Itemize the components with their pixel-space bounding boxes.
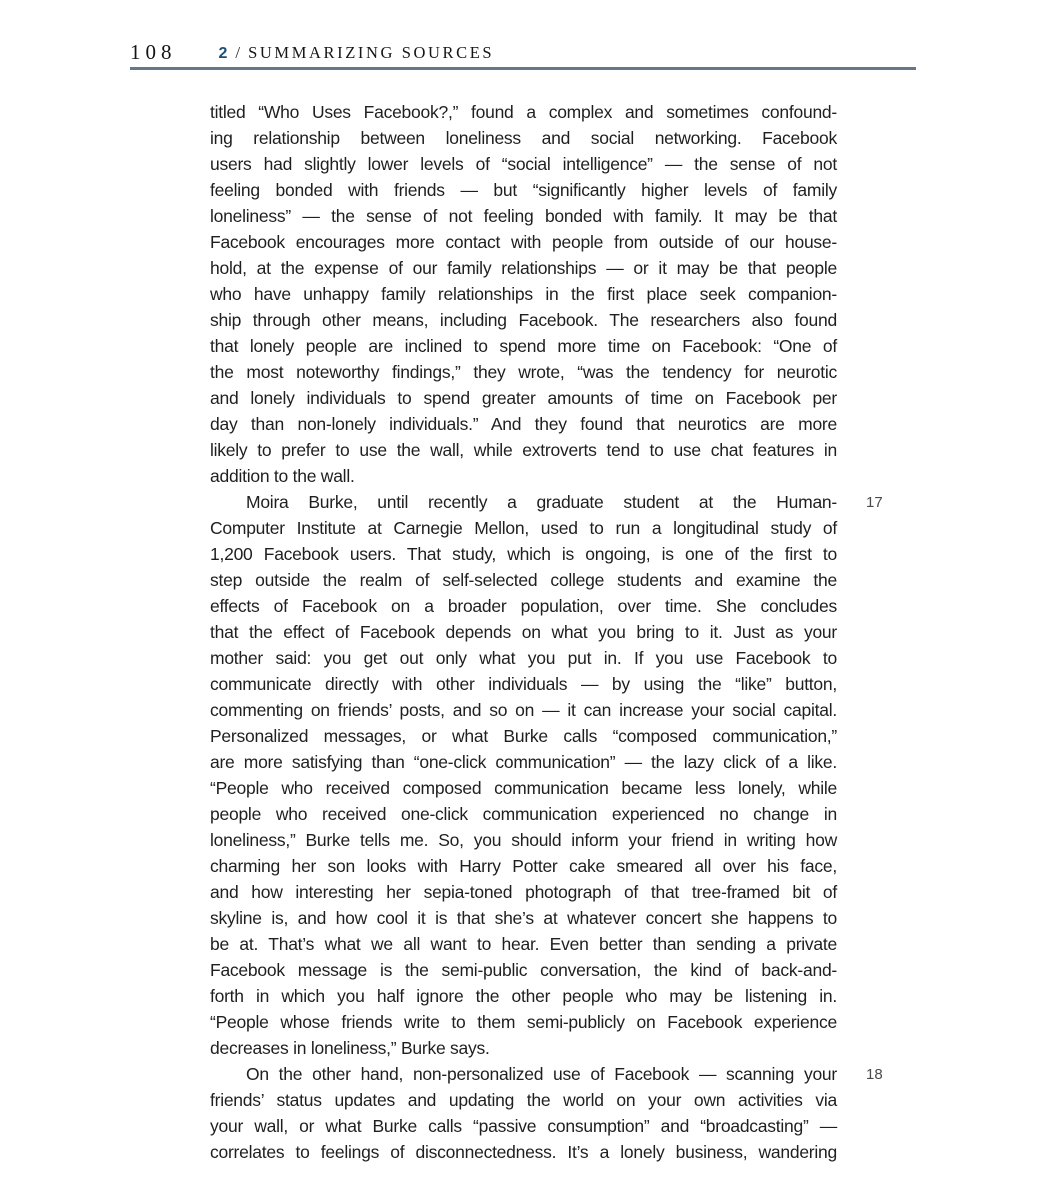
text-line: day than non-lonely individuals.” And they found that neurotics are more — [210, 414, 837, 434]
text-line: “People who received composed communication became less lonely, while — [210, 778, 837, 798]
text-line: correlates to feelings of disconnectedness. It’s a lonely business, wandering — [210, 1142, 837, 1162]
text-line: Facebook message is the semi-public conversation, the kind of back-and- — [210, 960, 837, 980]
text-line: who have unhappy family relationships in the first place seek companion- — [210, 284, 837, 304]
chapter-number: 2 — [218, 45, 228, 62]
header-rule — [130, 67, 916, 70]
text-line: loneliness” — the sense of not feeling bonded with family. It may be that — [210, 206, 837, 226]
text-line: Personalized messages, or what Burke calls “composed communication,” — [210, 726, 837, 746]
text-line: that the effect of Facebook depends on what you bring to it. Just as your — [210, 622, 837, 642]
text-line: and how interesting her sepia-toned photograph of that tree-framed bit of — [210, 882, 837, 902]
text-line: hold, at the expense of our family relationships — or it may be that people — [210, 258, 837, 278]
text-line: forth in which you half ignore the other people who may be listening in. — [210, 986, 837, 1006]
paragraph — [210, 99, 837, 489]
text-line: are more satisfying than “one-click communication” — the lazy click of a like. — [210, 752, 837, 772]
text-line: 1,200 Facebook users. That study, which is ongoing, is one of the first to — [210, 544, 837, 564]
text-line: loneliness,” Burke tells me. So, you should inform your friend in writing how — [210, 830, 837, 850]
text-line: decreases in loneliness,” Burke says. — [210, 1038, 490, 1058]
text-line: feeling bonded with friends — but “significantly higher levels of family — [210, 180, 837, 200]
text-line: step outside the realm of self-selected college students and examine the — [210, 570, 837, 590]
text-line: and lonely individuals to spend greater amounts of time on Facebook per — [210, 388, 837, 408]
text-line: commenting on friends’ posts, and so on — it can increase your social capital. — [210, 700, 837, 720]
chapter-title: SUMMARIZING SOURCES — [248, 43, 495, 62]
text-line: ing relationship between loneliness and social networking. Facebook — [210, 128, 837, 148]
paragraph — [210, 1061, 883, 1165]
paragraph — [210, 489, 883, 1061]
text-line: Moira Burke, until recently a graduate student at the Human- — [246, 492, 837, 512]
text-line: mother said: you get out only what you put in. If you use Facebook to — [210, 648, 837, 668]
text-line: users had slightly lower levels of “social intelligence” — the sense of not — [210, 154, 837, 174]
text-line: ship through other means, including Facebook. The researchers also found — [210, 310, 837, 330]
text-line: Computer Institute at Carnegie Mellon, used to run a longitudinal study of — [210, 518, 837, 538]
text-line: be at. That’s what we all want to hear. Even better than sending a private — [210, 934, 837, 954]
text-line: people who received one-click communication experienced no change in — [210, 804, 837, 824]
text-line: that lonely people are inclined to spend more time on Facebook: “One of — [210, 336, 837, 356]
text-line: “People whose friends write to them semi-publicly on Facebook experience — [210, 1012, 837, 1032]
text-line: charming her son looks with Harry Potter cake smeared all over his face, — [210, 856, 837, 876]
text-line: Facebook encourages more contact with people from outside of our house- — [210, 232, 837, 252]
text-line: your wall, or what Burke calls “passive consumption” and “broadcasting” — — [210, 1116, 837, 1136]
page-number: 108 — [130, 40, 177, 64]
running-head — [130, 40, 916, 65]
text-line: On the other hand, non-personalized use of Facebook — scanning your — [246, 1064, 837, 1084]
text-line: communicate directly with other individuals — by using the “like” button, — [210, 674, 837, 694]
text-line: titled “Who Uses Facebook?,” found a complex and sometimes confound- — [210, 102, 837, 122]
text-line: likely to prefer to use the wall, while extroverts tend to use chat features in — [210, 440, 837, 460]
paragraph-number: 18 — [866, 1066, 883, 1083]
body-text — [210, 99, 883, 1165]
text-line: the most noteworthy findings,” they wrote, “was the tendency for neurotic — [210, 362, 837, 382]
paragraph-number: 17 — [866, 494, 883, 511]
text-line: friends’ status updates and updating the world on your own activities via — [210, 1090, 837, 1110]
chapter-separator: / — [235, 43, 241, 62]
text-line: addition to the wall. — [210, 466, 355, 486]
text-line: effects of Facebook on a broader population, over time. She concludes — [210, 596, 837, 616]
text-line: skyline is, and how cool it is that she’s at whatever concert she happens to — [210, 908, 837, 928]
